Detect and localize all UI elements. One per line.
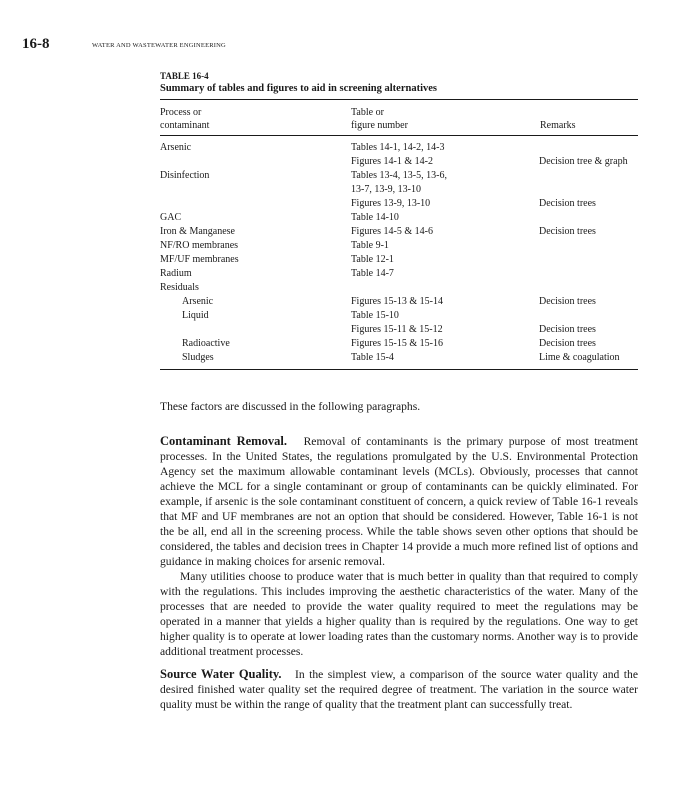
- cell-figure: Table 9-1: [351, 240, 389, 251]
- cell-figure: Table 12-1: [351, 254, 394, 265]
- cell-figure: Figures 15-15 & 15-16: [351, 338, 443, 349]
- section-source-water-quality: [160, 667, 638, 712]
- cell-figure: Table 14-10: [351, 212, 399, 223]
- column-header-figure-line2: figure number: [351, 120, 408, 131]
- cell-process: Arsenic: [160, 142, 192, 153]
- cell-process: GAC: [160, 212, 182, 223]
- cell-process: Radium: [160, 268, 192, 279]
- source-water-paragraph-1: [160, 667, 638, 712]
- table-row: [160, 141, 638, 155]
- table-row: [160, 225, 638, 239]
- cell-figure: Figures 15-13 & 15-14: [351, 296, 443, 307]
- table-row: [160, 211, 638, 225]
- cell-figure: Table 15-4: [351, 352, 394, 363]
- table-title: Summary of tables and figures to aid in screening alternatives: [160, 83, 437, 94]
- table-row: [160, 351, 638, 365]
- running-head: WATER AND WASTEWATER ENGINEERING: [92, 42, 226, 49]
- table-row: [160, 295, 638, 309]
- cell-process: Residuals: [160, 282, 199, 293]
- column-header-figure-line1: Table or: [351, 107, 384, 118]
- column-header-process-line2: contaminant: [160, 120, 210, 131]
- cell-process: Iron & Manganese: [160, 226, 235, 237]
- cell-figure: Figures 13-9, 13-10: [351, 198, 431, 209]
- cell-figure: Figures 15-11 & 15-12: [351, 324, 443, 335]
- cell-figure: Tables 14-1, 14-2, 14-3: [351, 142, 445, 153]
- table-row: [160, 169, 638, 183]
- cell-figure: Figures 14-5 & 14-6: [351, 226, 433, 237]
- cell-remarks: Decision trees: [539, 338, 596, 349]
- cell-remarks: Lime & coagulation: [539, 352, 620, 363]
- cell-process: MF/UF membranes: [160, 254, 239, 265]
- contaminant-removal-paragraph-1: [160, 434, 638, 569]
- cell-figure: Figures 14-1 & 14-2: [351, 156, 433, 167]
- intro-paragraph: These factors are discussed in the following paragraphs.: [160, 400, 421, 413]
- cell-process: Arsenic: [182, 296, 214, 307]
- column-header-figure: [351, 106, 408, 132]
- cell-figure: Table 15-10: [351, 310, 399, 321]
- cell-process: Sludges: [182, 352, 214, 363]
- cell-figure: Tables 13-4, 13-5, 13-6,: [351, 170, 447, 181]
- cell-remarks: Decision trees: [539, 324, 596, 335]
- table-row: [160, 155, 638, 169]
- table-number: TABLE 16-4: [160, 71, 209, 81]
- table-row: [160, 267, 638, 281]
- cell-remarks: Decision trees: [539, 198, 596, 209]
- paragraph-text: Removal of contaminants is the primary purpose of most treatment processes. In the United States, the regulations promulgated by the U.S. Environmental Protection Agency set the maximum allowable contaminant levels (MCLs). Obviously, processes that cannot achieve the MCL for a single contaminant or group of contaminants can be quickly eliminated. For example, if arsenic is the sole contaminant constituent of concern, a quick review of Table 16-1 reveals that MF and UF membranes are not an option that should be considered. However, Table 16-1 is not the be all, end all in the screening process. While the table shows seven other options that should be considered, the tables and decision trees in Chapter 14 provide a much more refined list of options and guidance in making choices for arsenic removal.: [160, 435, 639, 568]
- table-row: [160, 309, 638, 323]
- cell-figure: 13-7, 13-9, 13-10: [351, 184, 421, 195]
- table-row: [160, 239, 638, 253]
- cell-remarks: Decision trees: [539, 296, 596, 307]
- column-header-remarks: Remarks: [540, 120, 576, 131]
- table-row: [160, 323, 638, 337]
- table-header-rule: [160, 135, 638, 136]
- table-row: [160, 337, 638, 351]
- section-contaminant-removal: [160, 434, 638, 659]
- table-row: [160, 253, 638, 267]
- table-row: [160, 183, 638, 197]
- contaminant-removal-paragraph-2: Many utilities choose to produce water that is much better in quality than that required to comply with the regulations. This includes improving the aesthetic characteristics of the water. Many of the processes that are needed to provide the water quality required to meet the regulations may be operated in a manner that yields a higher quality than is required by the regulations. One way to get higher quality is to operate at lower loading rates than the customary norms. Another way is to provide additional treatment processes.: [160, 570, 638, 658]
- cell-process: NF/RO membranes: [160, 240, 239, 251]
- cell-remarks: Decision tree & graph: [539, 156, 628, 167]
- table-row: [160, 197, 638, 211]
- cell-process: Liquid: [182, 310, 209, 321]
- cell-process: Radioactive: [182, 338, 230, 349]
- cell-process: Disinfection: [160, 170, 210, 181]
- section-heading: Contaminant Removal.: [160, 434, 287, 448]
- column-header-process: [160, 106, 209, 132]
- section-heading: Source Water Quality.: [160, 667, 282, 681]
- table-row: [160, 281, 638, 295]
- cell-remarks: Decision trees: [539, 226, 596, 237]
- table-bottom-rule: [160, 369, 638, 370]
- paragraph-text: In the simplest view, a comparison of the source water quality and the desired finished water quality set the required degree of treatment. The variation in the source water quality must be within the range of quality that the treatment plant can successfully treat.: [160, 668, 638, 711]
- table-top-rule: [160, 99, 638, 100]
- page-number: 16-8: [22, 36, 50, 52]
- column-header-process-line1: Process or: [160, 107, 202, 118]
- cell-figure: Table 14-7: [351, 268, 394, 279]
